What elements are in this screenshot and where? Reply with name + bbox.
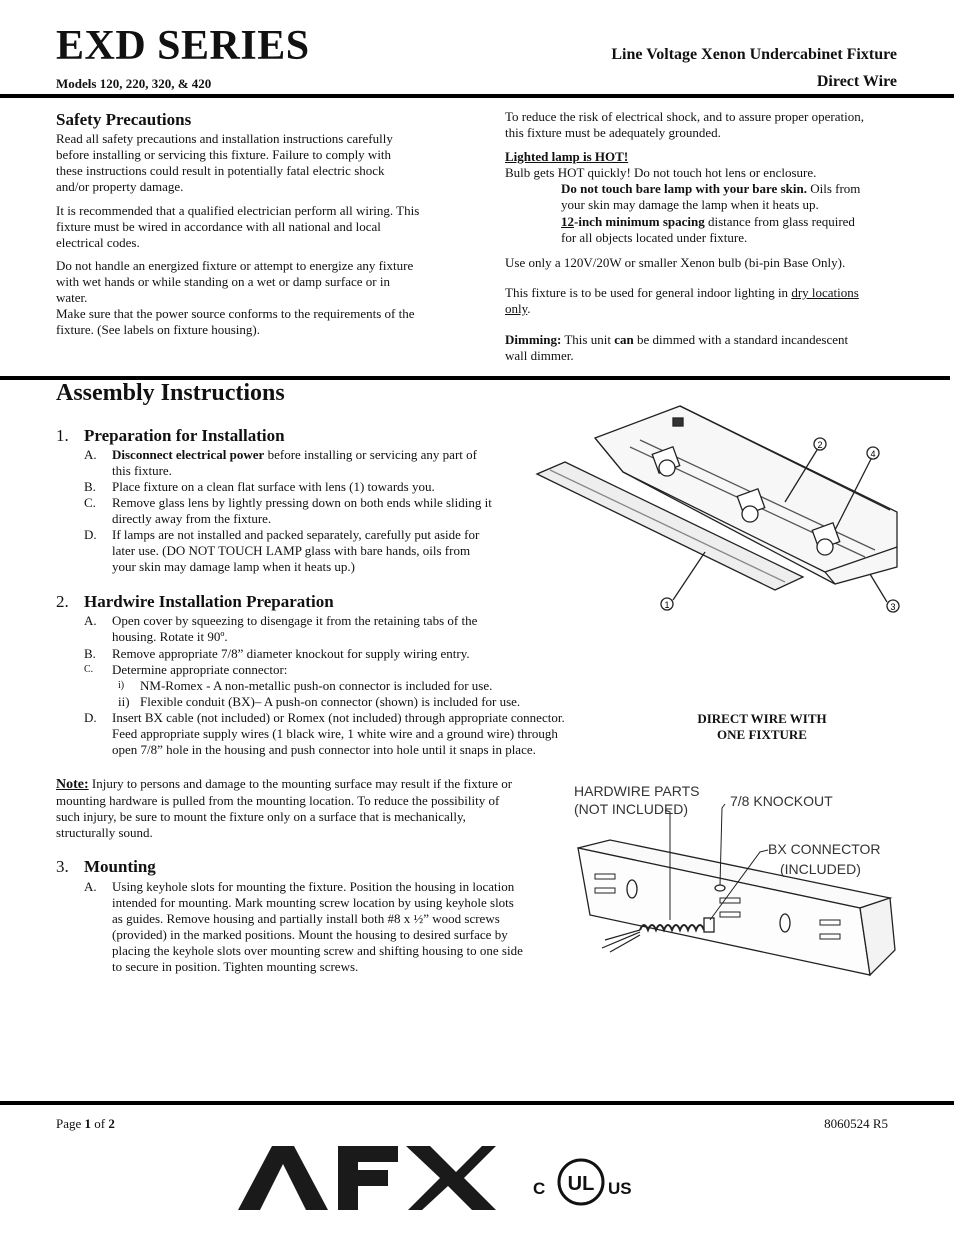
header-rule <box>0 94 954 98</box>
fixture-diagram <box>535 402 905 617</box>
wiring-type: Direct Wire <box>816 73 897 90</box>
safety-para-3: Do not handle an energized fixture or attempt to energize any fixture with wet hands or while standing on a wet or damp surface or in water. Make sure that the power source conforms to the requirements of the fixture. (See labels on fixture housing). <box>56 258 415 337</box>
bullet-no-touch: Do not touch bare lamp with your bare skin. Oils from your skin may damage the lamp when it heats up. <box>561 181 861 212</box>
hot-lamp-heading: Lighted lamp is HOT! <box>505 149 629 164</box>
hot-lamp-text: Bulb gets HOT quickly! Do not touch hot lens or enclosure. <box>505 165 817 180</box>
brand-name: AFX <box>238 1144 240 1145</box>
afx-logo <box>238 1144 498 1212</box>
step-2-heading: 2. Hardwire Installation Preparation <box>56 592 334 611</box>
footer-rule <box>0 1101 954 1105</box>
subtitle: Line Voltage Xenon Undercabinet Fixture <box>611 46 897 63</box>
dimming-text: Dimming: This unit can be dimmed with a standard incandescent wall dimmer. <box>505 332 849 363</box>
hardwire-diagram <box>570 780 910 985</box>
document-code: 8060524 R5 <box>824 1116 888 1131</box>
label-knockout: 7/8 KNOCKOUT <box>730 793 833 809</box>
label-hardwire-parts: HARDWIRE PARTS <box>574 783 700 799</box>
figure-caption: DIRECT WIRE WITH ONE FIXTURE <box>697 711 827 742</box>
label-not-included: (NOT INCLUDED) <box>574 801 689 817</box>
bulb-text: Use only a 120V/20W or smaller Xenon bulb (bi-pin Base Only). <box>505 255 846 270</box>
bullet-spacing: 12-inch minimum spacing distance from glass required for all objects located under fixture. <box>561 214 855 245</box>
grounding-text: To reduce the risk of electrical shock, and to assure proper operation, this fixture must be adequately grounded. <box>505 109 864 140</box>
ul-us: US <box>608 1179 632 1198</box>
ul-text: UL <box>567 1173 595 1195</box>
safety-para-2: It is recommended that a qualified electrician perform all wiring. This fixture must be wired in accordance with all national and local electrical codes. <box>56 203 420 250</box>
callout-3: 3 <box>890 602 896 612</box>
step-1-heading: 1. Preparation for Installation <box>56 426 285 445</box>
safety-para-1: Read all safety precautions and installation instructions carefully before installing or servicing this fixture. Failure to comply with these instructions could result in potentially fatal electric shock and/or property damage. <box>56 131 393 194</box>
callout-4: 4 <box>870 449 876 459</box>
label-bx-connector: BX CONNECTOR <box>768 841 881 857</box>
callout-1: 1 <box>664 600 670 610</box>
note-text: Note: Injury to persons and damage to the mounting surface may result if the fixture or mounting hardware is pulled from the mounting location. To reduce the possibility of such injury, be sure to mount the fixture only on a surface that is mechanically, structurally sound. <box>56 776 513 840</box>
indoor-text: This fixture is to be used for general indoor lighting in dry locations only. <box>505 285 859 316</box>
callout-2: 2 <box>817 440 823 450</box>
models-text: Models 120, 220, 320, & 420 <box>56 76 212 91</box>
label-included: (INCLUDED) <box>780 861 861 877</box>
assembly-heading: Assembly Instructions <box>56 380 285 406</box>
page-title: EXD SERIES <box>56 23 310 69</box>
ul-c: C <box>533 1179 546 1198</box>
step-3-heading: 3. Mounting <box>56 857 156 876</box>
page-number: Page 1 of 2 <box>56 1116 115 1131</box>
safety-heading: Safety Precautions <box>56 110 192 129</box>
ul-mark <box>533 1152 637 1210</box>
